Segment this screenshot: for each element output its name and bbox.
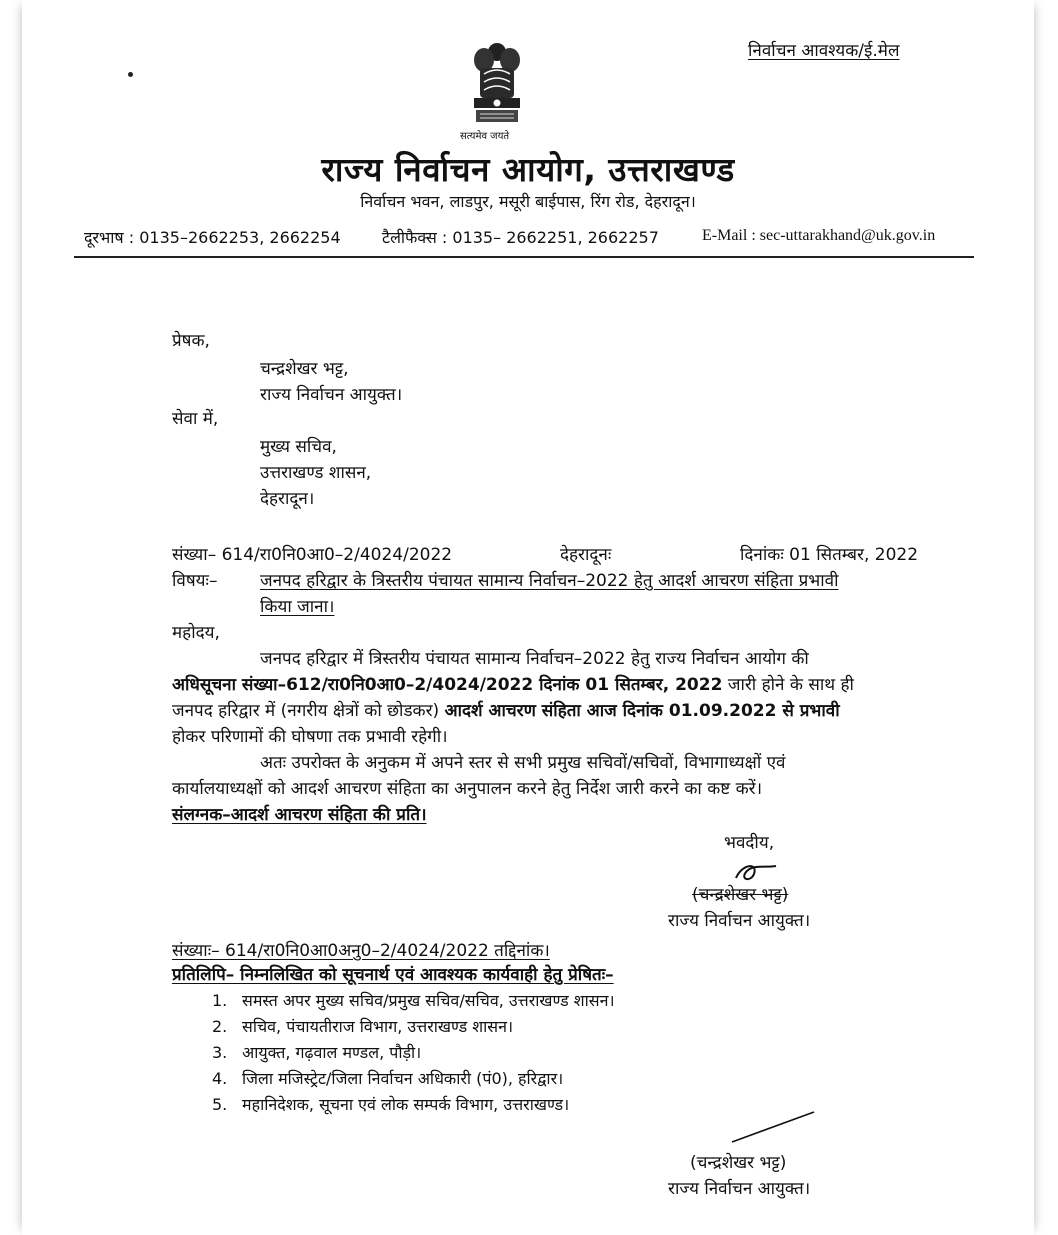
recipient-line-1: मुख्य सचिव,: [260, 437, 337, 457]
salutation: महोदय,: [172, 623, 220, 643]
fax-number: टैलीफैक्स : 0135– 2662251, 2662257: [382, 228, 659, 247]
reference-number: संख्या– 614/रा0नि0आ0–2/4024/2022: [172, 545, 453, 565]
signature-stroke: [722, 1108, 822, 1148]
reference-place: देहरादूनः: [560, 545, 612, 565]
phone-number: दूरभाष : 0135–2662253, 2662254: [84, 228, 341, 247]
body-p1-line-1: जनपद हरिद्वार में त्रिस्तरीय पंचायत सामान्य निर्वाचन–2022 हेतु राज्य निर्वाचन आयोग की: [260, 649, 809, 669]
sender-label: प्रेषक,: [172, 331, 210, 351]
enclosure-note: संलग्नक–आदर्श आचरण संहिता की प्रति।: [172, 805, 427, 825]
closing2-name: (चन्द्रशेखर भट्ट): [690, 1153, 787, 1173]
top-right-note: निर्वाचन आवश्यक/ई.मेल: [748, 41, 900, 61]
list-item: 4. जिला मजिस्ट्रेट/जिला निर्वाचन अधिकारी (पं0), हरिद्वार।: [212, 1069, 564, 1088]
list-item: 1. समस्त अपर मुख्य सचिव/प्रमुख सचिव/सचिव, उत्तराखण्ड शासन।: [212, 991, 615, 1010]
body-p1-line-3-start: जनपद हरिद्वार में (नगरीय क्षेत्रों को छोडकर): [172, 701, 445, 721]
notification-reference: अधिसूचना संख्या–612/रा0नि0आ0–2/4024/2022 दिनांक 01 सितम्बर, 2022: [172, 675, 723, 695]
emblem-motto: सत्यमेव जयते: [460, 131, 510, 142]
speck: [128, 72, 133, 77]
body-p2-line-2: कार्यालयाध्यक्षों को आदर्श आचरण संहिता का अनुपालन करने हेतु निर्देश जारी करने का कष्ट करें।: [172, 779, 763, 799]
copy-number: संख्याः– 614/रा0नि0आ0अनु0–2/4024/2022 तद्दिनांक।: [172, 941, 550, 961]
list-item: 3. आयुक्त, गढ़वाल मण्डल, पौड़ी।: [212, 1043, 422, 1062]
subject-line-1: जनपद हरिद्वार के त्रिस्तरीय पंचायत सामान्य निर्वाचन–2022 हेतु आदर्श आचरण संहिता प्रभावी: [260, 571, 839, 591]
subject-label: विषयः–: [172, 571, 218, 591]
recipient-line-2: उत्तराखण्ड शासन,: [260, 463, 372, 483]
email-address: E-Mail : sec-uttarakhand@uk.gov.in: [702, 227, 936, 244]
body-p2-line-1: अतः उपरोक्त के अनुकम में अपने स्तर से सभी प्रमुख सचिवों/सचिवों, विभागाध्यक्षों एवं: [260, 753, 786, 773]
closing2-designation: राज्य निर्वाचन आयुक्त।: [668, 1179, 811, 1199]
body-paragraph-1: [172, 646, 940, 750]
national-emblem-icon: [462, 38, 532, 128]
sender-designation: राज्य निर्वाचन आयुक्त।: [260, 385, 403, 405]
closing-yours: भवदीय,: [724, 833, 775, 853]
copy-heading: प्रतिलिपि– निम्नलिखित को सूचनार्थ एवं आवश्यक कार्यवाही हेतु प्रेषितः–: [172, 965, 614, 985]
body-paragraph-2: [172, 750, 940, 802]
copy-list: [212, 988, 615, 1118]
office-address: निर्वाचन भवन, लाडपुर, मसूरी बाईपास, रिंग रोड, देहरादून।: [360, 192, 696, 211]
closing-name: (चन्द्रशेखर भट्ट): [692, 885, 789, 905]
closing-designation: राज्य निर्वाचन आयुक्त।: [668, 911, 811, 931]
recipient-label: सेवा में,: [172, 409, 219, 429]
sender-name: चन्द्रशेखर भट्ट,: [260, 359, 349, 379]
header-divider: [74, 256, 974, 258]
reference-date: दिनांकः 01 सितम्बर, 2022: [740, 545, 919, 565]
subject-line-2: किया जाना।: [260, 597, 335, 617]
list-item: 2. सचिव, पंचायतीराज विभाग, उत्तराखण्ड शासन।: [212, 1017, 514, 1036]
recipient-line-3: देहरादून।: [260, 489, 315, 509]
letter-page: [22, 0, 1034, 1235]
page-title: राज्य निर्वाचन आयोग, उत्तराखण्ड: [321, 150, 735, 189]
code-effective-date: आदर्श आचरण संहिता आज दिनांक 01.09.2022 से प्रभावी: [444, 701, 840, 721]
body-p1-line-4: होकर परिणामों की घोषणा तक प्रभावी रहेगी।: [172, 727, 448, 747]
list-item: 5. महानिदेशक, सूचना एवं लोक सम्पर्क विभाग, उत्तराखण्ड।: [212, 1095, 570, 1114]
body-p1-line-2-rest: जारी होने के साथ ही: [722, 675, 854, 695]
